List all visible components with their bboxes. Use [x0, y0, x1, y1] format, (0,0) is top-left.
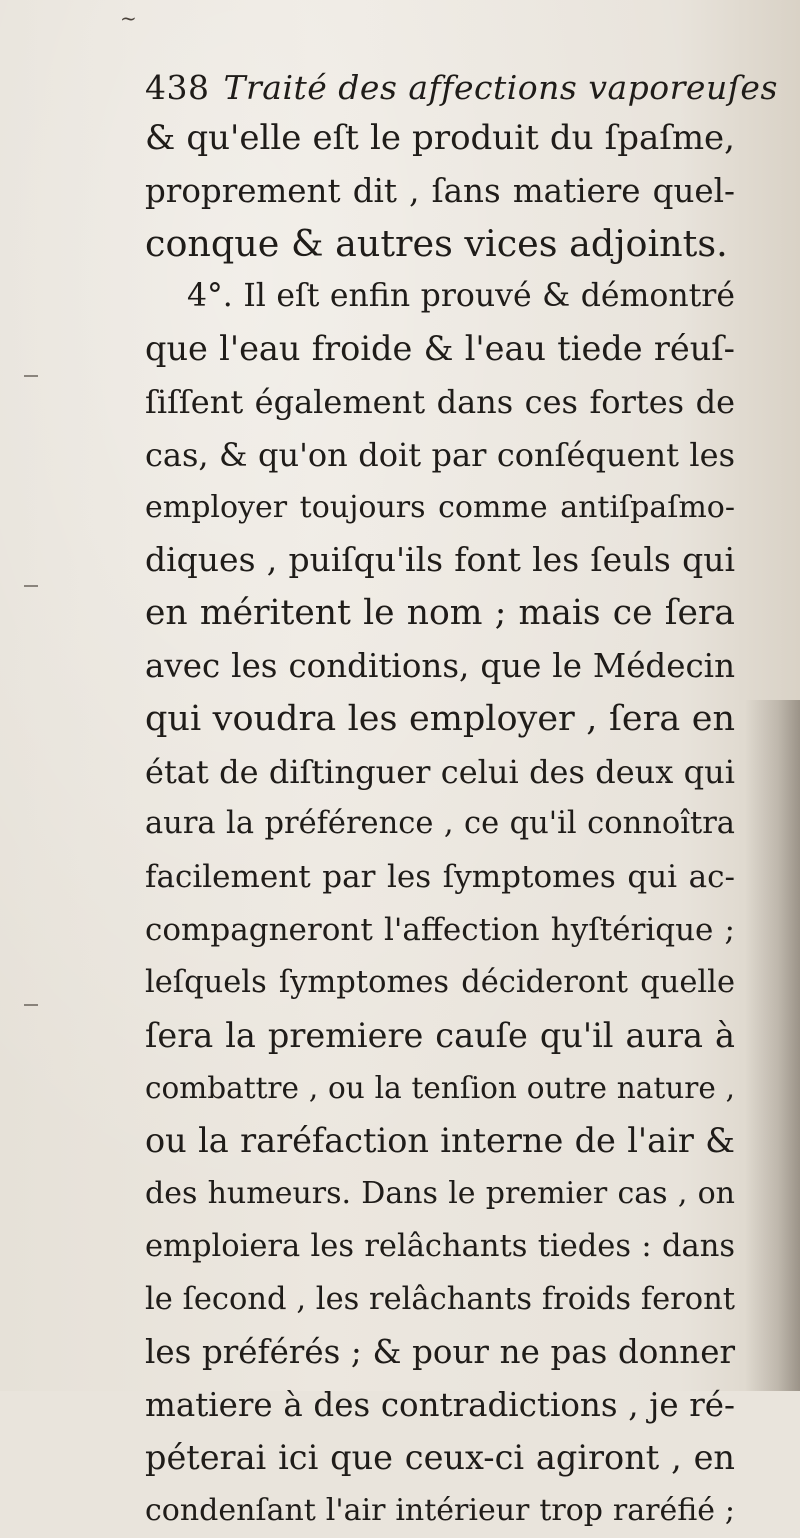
- text-line: état de diſtinguer celui des deux qui: [145, 752, 735, 791]
- text-line: en méritent le nom ; mais ce ſera: [145, 593, 735, 634]
- text-line: conque & autres vices adjoints.: [145, 221, 728, 265]
- text-line: emploiera les relâchants tiedes : dans: [145, 1228, 735, 1264]
- text-line: compagneront l'affection hyſtérique ;: [145, 911, 735, 948]
- running-title: Traité des affections vaporeuſes: [223, 68, 778, 107]
- page-edge-shadow: [745, 700, 800, 1391]
- text-line: facilement par les ſymptomes qui ac-: [145, 859, 735, 896]
- text-line: des humeurs. Dans le premier cas , on: [145, 1175, 735, 1211]
- text-line: matiere à des contradictions , je ré-: [145, 1386, 735, 1425]
- text-line: ſera la premiere cauſe qu'il aura à: [145, 1015, 735, 1055]
- text-line: 4°. Il eſt enfin prouvé & démontré: [187, 278, 735, 315]
- text-line: proprement dit , ſans matiere quel-: [145, 171, 735, 210]
- text-line: condenſant l'air intérieur trop raréfié ;: [145, 1492, 735, 1528]
- text-line: que l'eau froide & l'eau tiede réuſ-: [145, 329, 735, 369]
- text-line: péterai ici que ceux-ci agiront , en: [145, 1437, 735, 1477]
- text-line: ou la raréfaction interne de l'air &: [145, 1121, 735, 1161]
- text-line: le ſecond , les relâchants froids feront: [145, 1281, 735, 1317]
- text-line: cas, & qu'on doit par conſéquent les: [145, 435, 735, 474]
- page-number: 438: [145, 68, 210, 107]
- text-line: leſquels ſymptomes décideront quelle: [145, 964, 735, 1000]
- running-header: [145, 68, 778, 107]
- text-line: combattre , ou la tenſion outre nature ,: [145, 1071, 735, 1106]
- text-line: qui voudra les employer , ſera en: [145, 698, 735, 739]
- text-line: diques , puiſqu'ils font les ſeuls qui: [145, 540, 735, 580]
- text-line: ſiſſent également dans ces fortes de: [145, 382, 735, 421]
- text-line: employer toujours comme antiſpaſmo-: [145, 489, 735, 525]
- text-line: & qu'elle eſt le produit du ſpaſme,: [145, 118, 735, 158]
- body-text: [145, 112, 735, 1538]
- margin-mark: [24, 375, 38, 377]
- text-line: avec les conditions, que le Médecin: [145, 646, 735, 685]
- text-line: les préférés ; & pour ne pas donner: [145, 1333, 735, 1372]
- margin-mark: [24, 585, 38, 587]
- text-line: aura la préférence , ce qu'il connoîtra: [145, 806, 735, 842]
- top-mark: ~: [120, 6, 137, 30]
- margin-mark: [24, 1004, 38, 1006]
